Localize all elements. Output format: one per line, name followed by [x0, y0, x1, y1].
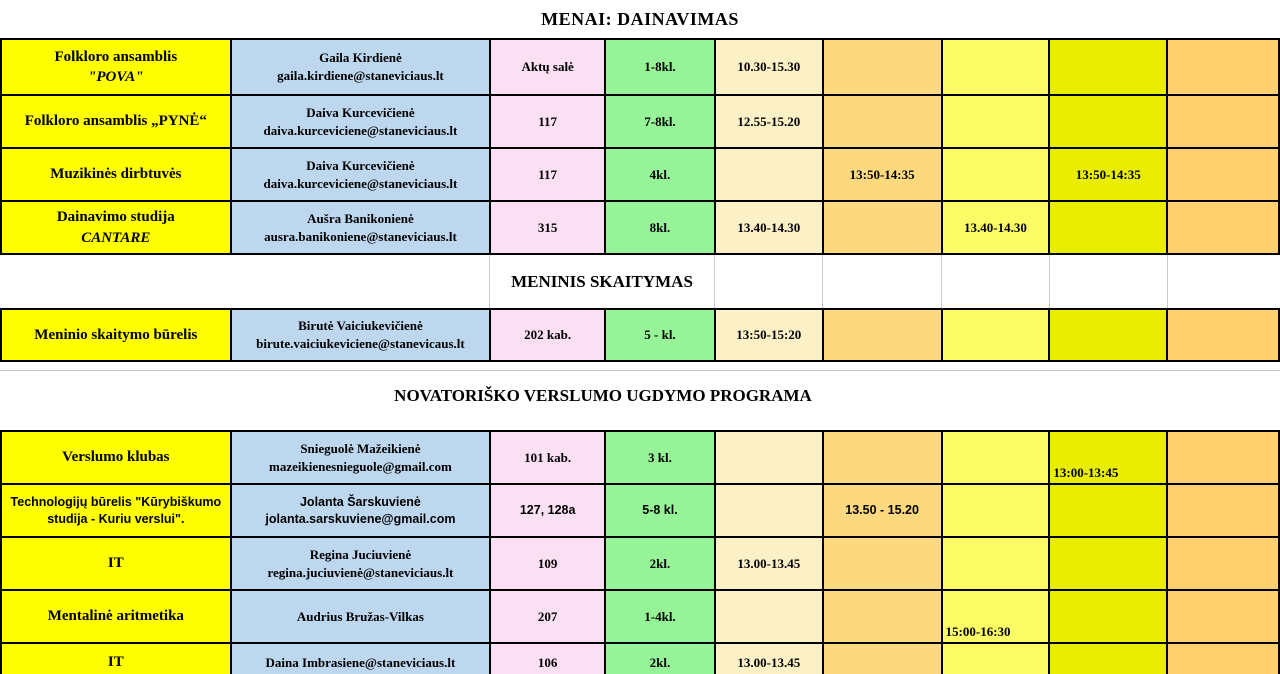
cell-teacher-contact	[232, 644, 492, 674]
schedule-row	[2, 40, 1280, 96]
cell-grade: 5 - kl.	[606, 310, 716, 362]
cell-grade: 4kl.	[606, 149, 716, 202]
cell-room: 202 kab.	[491, 310, 606, 362]
cell-grade: 1-4kl.	[606, 591, 716, 644]
cell-text-line: Audrius Bružas-Vilkas	[296, 608, 424, 624]
cell-time-slot-5	[1168, 432, 1280, 485]
cell-time-slot-2	[824, 96, 943, 149]
schedule-row	[2, 96, 1280, 149]
cell-time-slot-3	[943, 591, 1051, 644]
cell-text-line: 13.00-13.45	[737, 555, 801, 571]
cell-time-slot-2	[824, 202, 943, 255]
cell-time-slot-5	[1168, 485, 1280, 538]
cell-time-slot-5	[1168, 310, 1280, 362]
cell-time-slot-2	[824, 485, 943, 538]
schedule-row	[2, 310, 1280, 362]
cell-text-line: 13:00-13:45	[1053, 465, 1119, 481]
cell-text-line: ausra.banikoniene@staneviciaus.lt	[264, 228, 457, 244]
cell-text-line: 10.30-15.30	[737, 59, 801, 75]
cell-text-line: Aušra Banikonienė	[307, 210, 414, 226]
cell-teacher-contact	[232, 310, 492, 362]
cell-grade: 2kl.	[606, 538, 716, 591]
table-menai-dainavimas	[0, 38, 1280, 255]
cell-activity-name	[2, 40, 232, 96]
cell-time-slot-3	[943, 432, 1051, 485]
cell-room: 207	[491, 591, 606, 644]
cell-text-line: 12.55-15.20	[737, 113, 801, 129]
cell-time-slot-5	[1168, 644, 1280, 674]
cell-time-slot-4	[1050, 149, 1168, 202]
section-band-meninis	[0, 255, 1280, 308]
cell-text-line: Muzikinės dirbtuvės	[50, 166, 182, 183]
cell-grade: 1-8kl.	[606, 40, 716, 96]
table-novatorisko-verslumo	[0, 430, 1280, 674]
cell-text-line: mazeikienesnieguole@gmail.com	[269, 458, 452, 474]
cell-text-line: Daiva Kurcevičienė	[306, 157, 415, 173]
page-title: MENAI: DAINAVIMAS	[541, 8, 739, 29]
cell-time-slot-4	[1050, 485, 1168, 538]
cell-time-slot-3	[943, 310, 1051, 362]
cell-time-slot-2	[824, 149, 943, 202]
cell-text-line: Verslumo klubas	[62, 449, 170, 466]
cell-text-line: Jolanta Šarskuvienė	[299, 494, 421, 509]
cell-time-slot-1	[716, 149, 824, 202]
cell-time-slot-1	[716, 591, 824, 644]
cell-text-line: regina.juciuvienė@staneviciaus.lt	[267, 564, 454, 580]
cell-time-slot-1	[716, 310, 824, 362]
cell-activity-name	[2, 310, 232, 362]
cell-teacher-contact	[232, 432, 492, 485]
cell-teacher-contact	[232, 538, 492, 591]
cell-text-line: Daina Imbrasiene@staneviciaus.lt	[265, 654, 456, 670]
document-title-row	[0, 0, 1280, 38]
cell-grade: 2kl.	[606, 644, 716, 674]
cell-time-slot-2	[824, 432, 943, 485]
cell-activity-name	[2, 538, 232, 591]
cell-text-line: 13:50-14:35	[849, 166, 915, 182]
cell-grade: 7-8kl.	[606, 96, 716, 149]
cell-text-line: Technologijų būrelis "Kūrybiškumo	[10, 494, 222, 509]
cell-text-line: 13.00-13.45	[737, 654, 801, 670]
cell-grade: 8kl.	[606, 202, 716, 255]
cell-activity-name	[2, 591, 232, 644]
cell-time-slot-4	[1050, 40, 1168, 96]
cell-grade: 3 kl.	[606, 432, 716, 485]
cell-text-line: 13.40-14.30	[964, 219, 1027, 235]
cell-text-line: Birutė Vaiciukevičienė	[298, 318, 423, 334]
cell-time-slot-2	[824, 644, 943, 674]
cell-text-line: Mentalinė aritmetika	[47, 608, 184, 625]
cell-time-slot-3	[943, 538, 1051, 591]
cell-room: 117	[491, 149, 606, 202]
cell-text-line: Gaila Kirdienė	[319, 50, 402, 66]
cell-time-slot-3	[943, 644, 1051, 674]
cell-text-line: birute.vaiciukeviciene@stanevicaus.lt	[256, 336, 465, 351]
cell-text-line: Daiva Kurcevičienė	[306, 104, 415, 120]
cell-text-line: Meninio skaitymo būrelis	[34, 326, 198, 343]
cell-time-slot-4	[1050, 96, 1168, 149]
cell-text-line: 15:00-16:30	[945, 624, 1011, 640]
cell-room: 315	[491, 202, 606, 255]
cell-time-slot-1	[716, 485, 824, 538]
section-band-cell	[490, 255, 715, 308]
cell-text-line: IT	[107, 555, 124, 572]
cell-time-slot-3	[943, 96, 1051, 149]
cell-teacher-contact	[232, 485, 492, 538]
cell-time-slot-5	[1168, 202, 1280, 255]
cell-teacher-contact	[232, 591, 492, 644]
cell-text-line: Dainavimo studija	[56, 209, 175, 226]
cell-time-slot-4	[1050, 310, 1168, 362]
cell-room: 127, 128a	[491, 485, 606, 538]
cell-room: Aktų salė	[491, 40, 606, 96]
section-title-meninis: MENINIS SKAITYMAS	[511, 271, 693, 291]
cell-time-slot-5	[1168, 591, 1280, 644]
cell-time-slot-1	[716, 202, 824, 255]
schedule-row	[2, 432, 1280, 485]
section-band-novatorisko	[0, 362, 1280, 430]
section-title-novatorisko: NOVATORIŠKO VERSLUMO UGDYMO PROGRAMA	[394, 386, 812, 405]
cell-time-slot-1	[716, 538, 824, 591]
cell-time-slot-2	[824, 591, 943, 644]
cell-activity-name	[2, 149, 232, 202]
cell-time-slot-4	[1050, 202, 1168, 255]
cell-activity-name	[2, 96, 232, 149]
cell-text-line: studija - Kuriu verslui".	[47, 511, 185, 526]
cell-teacher-contact	[232, 96, 492, 149]
section-band-cell	[823, 255, 942, 308]
cell-room: 117	[491, 96, 606, 149]
cell-activity-name	[2, 202, 232, 255]
schedule-row	[2, 202, 1280, 255]
section-band-cell	[0, 255, 490, 308]
cell-time-slot-4	[1050, 644, 1168, 674]
cell-teacher-contact	[232, 40, 492, 96]
cell-text-line: "POVA"	[88, 69, 144, 85]
cell-text-line: IT	[107, 654, 124, 671]
cell-text-line: 13.50 - 15.20	[845, 503, 919, 518]
cell-time-slot-4	[1050, 591, 1168, 644]
cell-text-line: daiva.kurceviciene@staneviciaus.lt	[263, 122, 458, 138]
cell-activity-name	[2, 644, 232, 674]
cell-activity-name	[2, 432, 232, 485]
cell-text-line: CANTARE	[81, 229, 151, 246]
cell-teacher-contact	[232, 149, 492, 202]
cell-text-line: 13:50-15:20	[736, 327, 802, 343]
cell-room: 106	[491, 644, 606, 674]
cell-time-slot-2	[824, 538, 943, 591]
cell-time-slot-1	[716, 96, 824, 149]
cell-text-line: 13.40-14.30	[737, 219, 801, 235]
cell-time-slot-3	[943, 202, 1051, 255]
section-band-cell	[942, 255, 1050, 308]
cell-text-line: gaila.kirdiene@staneviciaus.lt	[277, 68, 444, 83]
cell-time-slot-5	[1168, 96, 1280, 149]
cell-time-slot-1	[716, 432, 824, 485]
cell-text-line: Regina Juciuvienė	[309, 546, 412, 562]
cell-time-slot-4	[1050, 538, 1168, 591]
cell-grade: 5-8 kl.	[606, 485, 716, 538]
cell-time-slot-5	[1168, 149, 1280, 202]
cell-time-slot-1	[716, 644, 824, 674]
cell-text-line: Folkloro ansamblis „PYNĖ“	[24, 113, 207, 130]
schedule-row	[2, 538, 1280, 591]
schedule-row	[2, 485, 1280, 538]
cell-room: 101 kab.	[491, 432, 606, 485]
cell-time-slot-2	[824, 40, 943, 96]
cell-time-slot-2	[824, 310, 943, 362]
section-band-cell	[1050, 255, 1168, 308]
schedule-row	[2, 644, 1280, 674]
cell-time-slot-1	[716, 40, 824, 96]
cell-text-line: 13:50-14:35	[1075, 166, 1141, 182]
cell-text-line: daiva.kurceviciene@staneviciaus.lt	[263, 175, 458, 191]
cell-text-line: Snieguolė Mažeikienė	[300, 440, 421, 456]
cell-time-slot-5	[1168, 40, 1280, 96]
cell-time-slot-3	[943, 485, 1051, 538]
cell-room: 109	[491, 538, 606, 591]
cell-time-slot-4	[1050, 432, 1168, 485]
cell-time-slot-5	[1168, 538, 1280, 591]
table-meninis-skaitymas	[0, 308, 1280, 362]
schedule-row	[2, 591, 1280, 644]
schedule-row	[2, 149, 1280, 202]
section-band-cell	[715, 255, 823, 308]
cell-activity-name	[2, 485, 232, 538]
cell-teacher-contact	[232, 202, 492, 255]
cell-time-slot-3	[943, 149, 1051, 202]
section-band-cell	[1168, 255, 1280, 308]
cell-text-line: Folkloro ansamblis	[54, 48, 178, 65]
cell-text-line: jolanta.sarskuviene@gmail.com	[265, 511, 456, 526]
cell-time-slot-3	[943, 40, 1051, 96]
